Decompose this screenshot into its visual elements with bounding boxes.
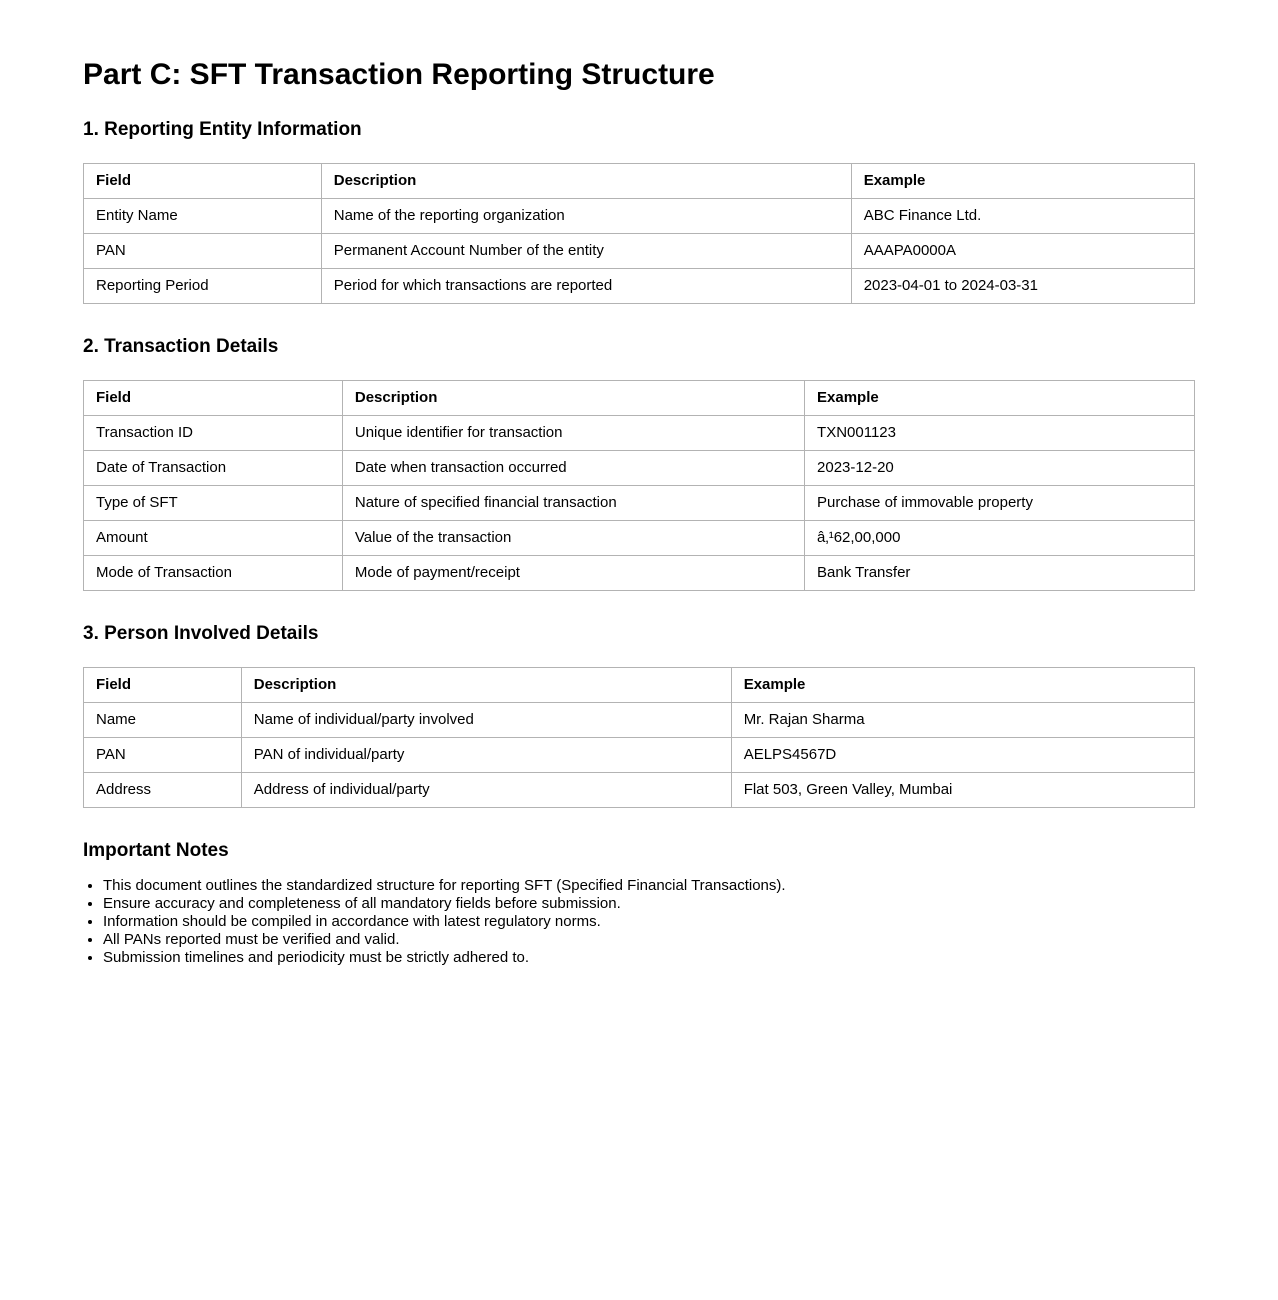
table-cell: Bank Transfer [805,555,1195,590]
table-cell: Address [84,772,242,807]
table-cell: AAAPA0000A [851,233,1194,268]
table-row [84,702,1195,737]
person-involved-table [83,667,1195,808]
table-cell: PAN [84,737,242,772]
table-cell: Amount [84,520,343,555]
table-row [84,555,1195,590]
table-row [84,485,1195,520]
table-row [84,198,1195,233]
column-header: Field [84,667,242,702]
table-header-row [84,667,1195,702]
note-item: • All PANs reported must be verified and valid. [103,931,1195,949]
section-heading-reporting-entity: 1. Reporting Entity Information [83,118,362,140]
table-cell: Address of individual/party [241,772,731,807]
column-header: Example [805,380,1195,415]
table-row [84,772,1195,807]
column-header: Example [851,163,1194,198]
table-cell: â‚¹62,00,000 [805,520,1195,555]
table-cell: Reporting Period [84,268,322,303]
section-heading-transaction-details: 2. Transaction Details [83,335,279,357]
column-header: Field [84,380,343,415]
table-cell: Permanent Account Number of the entity [321,233,851,268]
table-cell: Name [84,702,242,737]
table-cell: Unique identifier for transaction [342,415,804,450]
table-cell: Mr. Rajan Sharma [731,702,1194,737]
table-cell: Nature of specified financial transaction [342,485,804,520]
sections-container [83,119,1195,808]
transaction-details-table [83,380,1195,591]
table-cell: TXN001123 [805,415,1195,450]
table-cell: Entity Name [84,198,322,233]
table-cell: Transaction ID [84,415,343,450]
note-item: • Information should be compiled in accordance with latest regulatory norms. [103,913,1195,931]
table-cell: 2023-12-20 [805,450,1195,485]
table-row [84,233,1195,268]
table-row [84,268,1195,303]
section-heading-person-involved: 3. Person Involved Details [83,622,319,644]
table-header-row [84,163,1195,198]
table-cell: Mode of payment/receipt [342,555,804,590]
table-cell: 2023-04-01 to 2024-03-31 [851,268,1194,303]
table-header-row [84,380,1195,415]
table-row [84,737,1195,772]
column-header: Description [241,667,731,702]
table-cell: Period for which transactions are reported [321,268,851,303]
note-item: • Ensure accuracy and completeness of all mandatory fields before submission. [103,895,1195,913]
column-header: Description [321,163,851,198]
table-row [84,520,1195,555]
table-cell: PAN of individual/party [241,737,731,772]
table-cell: Flat 503, Green Valley, Mumbai [731,772,1194,807]
table-cell: Name of individual/party involved [241,702,731,737]
column-header: Example [731,667,1194,702]
table-cell: Date of Transaction [84,450,343,485]
table-cell: Mode of Transaction [84,555,343,590]
table-cell: AELPS4567D [731,737,1194,772]
column-header: Field [84,163,322,198]
notes-list [83,877,1195,967]
table-cell: Value of the transaction [342,520,804,555]
reporting-entity-table [83,163,1195,304]
note-item: • This document outlines the standardized structure for reporting SFT (Specified Financial Transactions). [103,877,1195,895]
table-row [84,415,1195,450]
column-header: Description [342,380,804,415]
table-cell: ABC Finance Ltd. [851,198,1194,233]
table-row [84,450,1195,485]
table-cell: Purchase of immovable property [805,485,1195,520]
note-item: • Submission timelines and periodicity must be strictly adhered to. [103,949,1195,967]
table-cell: Date when transaction occurred [342,450,804,485]
notes-heading: Important Notes [83,839,229,861]
table-cell: Name of the reporting organization [321,198,851,233]
table-cell: Type of SFT [84,485,343,520]
page-title: Part C: SFT Transaction Reporting Structure [83,58,715,91]
table-cell: PAN [84,233,322,268]
